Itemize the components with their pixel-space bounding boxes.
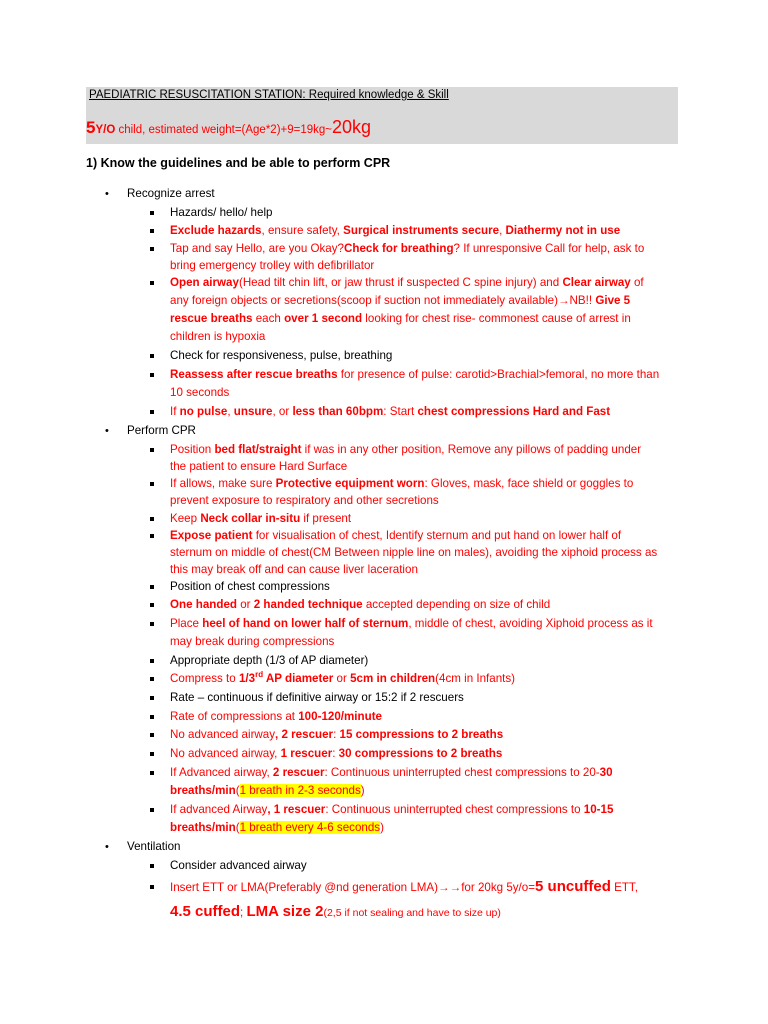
- list-item: Hazards/ hello/ help: [170, 204, 272, 222]
- list-item: If advanced Airway, 1 rescuer: Continuous uninterrupted chest compressions to 10-15: [170, 801, 613, 819]
- list-item: Open airway(Head tilt chin lift, or jaw thrust if suspected C spine injury) and Clear airway of: [170, 274, 644, 292]
- square-bullet-icon: [150, 482, 154, 486]
- weight-value: 20kg: [332, 117, 372, 137]
- bullet-dot-icon: •: [105, 188, 109, 200]
- square-bullet-icon: [150, 771, 154, 775]
- list-item-continued: sternum on middle of chest(CM Between nipple line on males), avoiding the xiphoid process as: [170, 546, 658, 559]
- list-item: Expose patient for visualisation of chest, Identify sternum and put hand on lower half of: [170, 527, 621, 545]
- square-bullet-icon: [150, 534, 154, 538]
- list-item: Check for responsiveness, pulse, breathing: [170, 347, 392, 365]
- bullet-dot-icon: •: [105, 841, 109, 853]
- list-item: If Advanced airway, 2 rescuer: Continuous uninterrupted chest compressions to 20-30: [170, 764, 613, 782]
- bullet-perform-cpr: • Perform CPR: [127, 422, 196, 440]
- list-item: No advanced airway, 2 rescuer: 15 compressions to 2 breaths: [170, 726, 503, 744]
- square-bullet-icon: [150, 410, 154, 414]
- square-bullet-icon: [150, 211, 154, 215]
- list-item: Compress to 1/3rd AP diameter or 5cm in children(4cm in Infants): [170, 670, 515, 688]
- square-bullet-icon: [150, 864, 154, 868]
- list-item-continued: prevent exposure to respiratory and other secretions: [170, 494, 439, 507]
- age-number: 5: [86, 118, 96, 137]
- square-bullet-icon: [150, 517, 154, 521]
- bullet-dot-icon: •: [105, 425, 109, 437]
- highlight: 1 breath every 4-6 seconds: [239, 821, 381, 834]
- highlight: 1 breath in 2-3 seconds: [239, 784, 361, 797]
- list-item-continued: this may break off and can cause liver laceration: [170, 563, 418, 576]
- patient-summary: [86, 117, 371, 138]
- list-item: Place heel of hand on lower half of sternum, middle of chest, avoiding Xiphoid process as it: [170, 615, 653, 633]
- list-item-continued: 10 seconds: [170, 386, 230, 399]
- bullet-recognize-arrest: • Recognize arrest: [127, 185, 215, 203]
- list-item: If no pulse, unsure, or less than 60bpm: Start chest compressions Hard and Fast: [170, 403, 610, 421]
- weight-formula: child, estimated weight=(Age*2)+9=19kg~: [115, 124, 333, 136]
- list-item-continued: bring emergency trolley with defibrillator: [170, 259, 375, 272]
- list-item: Rate – continuous if definitive airway or 15:2 if 2 rescuers: [170, 689, 464, 707]
- square-bullet-icon: [150, 585, 154, 589]
- list-item: Rate of compressions at 100-120/minute: [170, 708, 382, 726]
- list-item: No advanced airway, 1 rescuer: 30 compressions to 2 breaths: [170, 745, 502, 763]
- square-bullet-icon: [150, 281, 154, 285]
- header-box: [86, 87, 678, 144]
- list-item-continued: any foreign objects or secretions(scoop if suction not immediately available)→NB!! Give 5: [170, 294, 631, 307]
- bullet-ventilation: • Ventilation: [127, 838, 181, 856]
- list-item: Appropriate depth (1/3 of AP diameter): [170, 652, 368, 670]
- list-item: Position bed flat/straight if was in any other position, Remove any pillows of padding under: [170, 441, 641, 459]
- list-item-continued: 4.5 cuffed; LMA size 2(2,5 if not sealing and have to size up): [170, 903, 501, 920]
- list-item-continued: children is hypoxia: [170, 330, 266, 343]
- square-bullet-icon: [150, 808, 154, 812]
- list-item: Insert ETT or LMA(Preferably @nd generation LMA)→→for 20kg 5y/o=5 uncuffed ETT,: [170, 878, 638, 897]
- page-title: PAEDIATRIC RESUSCITATION STATION: Required knowledge & Skill: [89, 89, 449, 101]
- list-item: One handed or 2 handed technique accepted depending on size of child: [170, 596, 550, 614]
- list-item: Keep Neck collar in-situ if present: [170, 510, 351, 528]
- square-bullet-icon: [150, 885, 154, 889]
- square-bullet-icon: [150, 733, 154, 737]
- list-item-continued: may break during compressions: [170, 635, 335, 648]
- list-item: Consider advanced airway: [170, 857, 307, 875]
- square-bullet-icon: [150, 622, 154, 626]
- list-item-continued: breaths/min(1 breath in 2-3 seconds): [170, 784, 365, 797]
- square-bullet-icon: [150, 659, 154, 663]
- list-item-continued: the patient to ensure Hard Surface: [170, 460, 348, 473]
- square-bullet-icon: [150, 677, 154, 681]
- list-item: Tap and say Hello, are you Okay?Check for breathing? If unresponsive Call for help, ask to: [170, 240, 644, 258]
- list-item: If allows, make sure Protective equipment worn: Gloves, mask, face shield or goggles to: [170, 475, 633, 493]
- square-bullet-icon: [150, 752, 154, 756]
- square-bullet-icon: [150, 603, 154, 607]
- age-unit: Y/O: [95, 124, 116, 136]
- square-bullet-icon: [150, 448, 154, 452]
- list-item-continued: rescue breaths each over 1 second looking for chest rise- commonest cause of arrest in: [170, 312, 631, 325]
- square-bullet-icon: [150, 696, 154, 700]
- list-item: Reassess after rescue breaths for presence of pulse: carotid>Brachial>femoral, no more than: [170, 366, 659, 384]
- square-bullet-icon: [150, 715, 154, 719]
- list-item: Position of chest compressions: [170, 578, 330, 596]
- square-bullet-icon: [150, 373, 154, 377]
- section-heading: 1) Know the guidelines and be able to perform CPR: [86, 156, 391, 170]
- list-item-continued: breaths/min(1 breath every 4-6 seconds): [170, 821, 384, 834]
- square-bullet-icon: [150, 247, 154, 251]
- square-bullet-icon: [150, 354, 154, 358]
- list-item: Exclude hazards, ensure safety, Surgical instruments secure, Diathermy not in use: [170, 222, 620, 240]
- square-bullet-icon: [150, 229, 154, 233]
